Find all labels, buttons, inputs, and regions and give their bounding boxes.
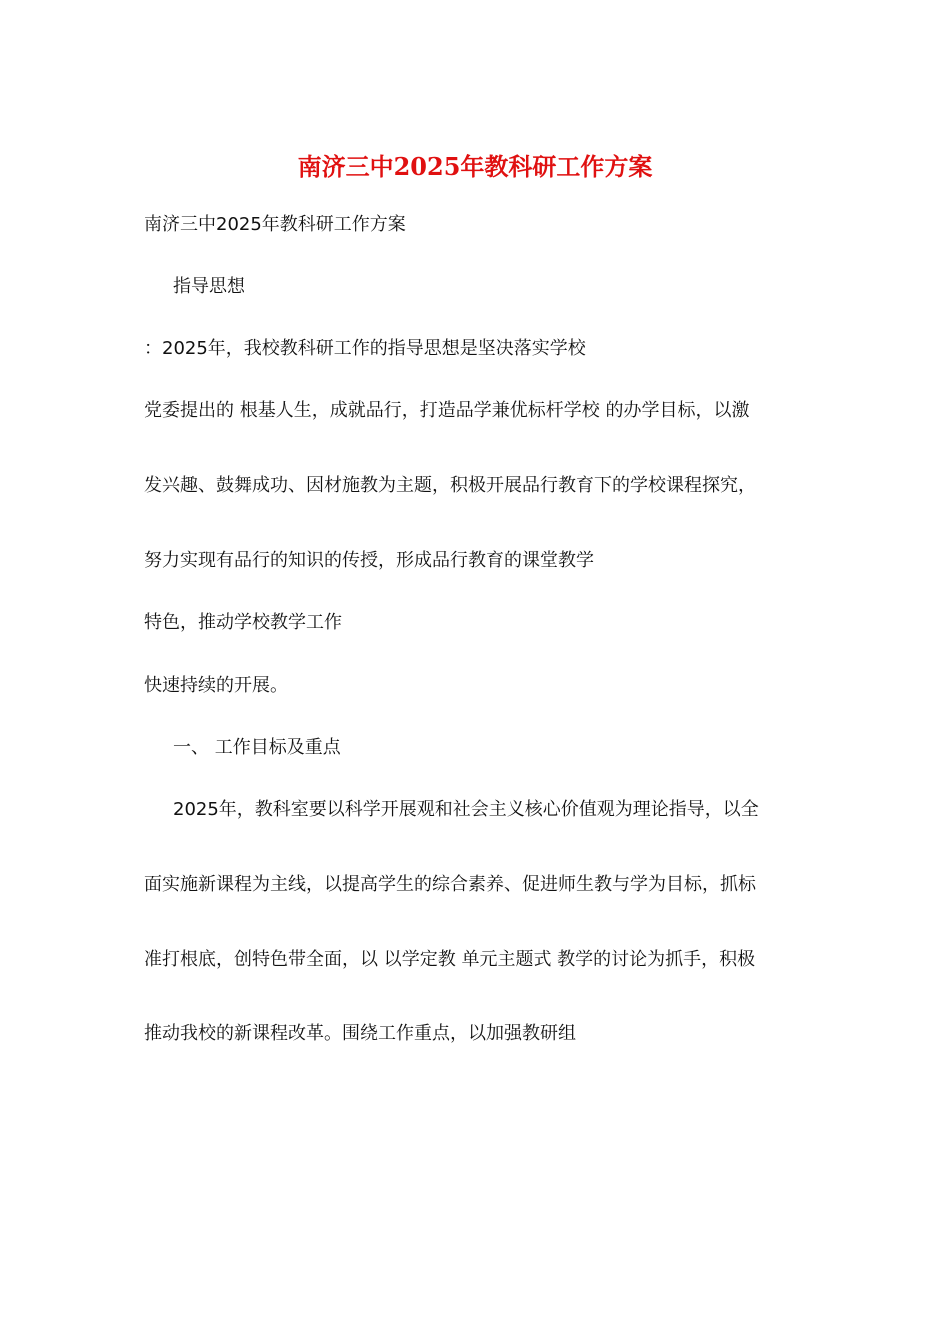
paragraph-line: 党委提出的 根基人生，成就品行，打造品学兼优标杆学校 的办学目标，以激: [144, 400, 750, 421]
document-title: 南济三中2025年教科研工作方案: [297, 152, 653, 181]
paragraph-line: 2025年，教科室要以科学开展观和社会主义核心价值观为理论指导，以全: [173, 799, 759, 820]
subtitle-line: 南济三中2025年教科研工作方案: [144, 214, 406, 235]
paragraph-line: 准打根底，创特色带全面，以 以学定教 单元主题式 教学的讨论为抓手，积极: [144, 949, 756, 970]
paragraph-line: 发兴趣、鼓舞成功、因材施教为主题，积极开展品行教育下的学校课程探究，: [144, 475, 756, 496]
paragraph-line: 面实施新课程为主线，以提高学生的综合素养、促进师生教与学为目标，抓标: [144, 874, 756, 895]
paragraph-line: 特色，推动学校教学工作: [144, 612, 342, 633]
paragraph-line: ：2025年，我校教科研工作的指导思想是坚决落实学校: [144, 338, 586, 359]
section-heading-guiding-thought: 指导思想: [173, 276, 245, 297]
paragraph-line: 快速持续的开展。: [144, 675, 288, 696]
section-heading-goals: 一、 工作目标及重点: [173, 737, 341, 758]
paragraph-line: 努力实现有品行的知识的传授，形成品行教育的课堂教学: [144, 550, 594, 571]
paragraph-line: 推动我校的新课程改革。围绕工作重点，以加强教研组: [144, 1023, 576, 1044]
